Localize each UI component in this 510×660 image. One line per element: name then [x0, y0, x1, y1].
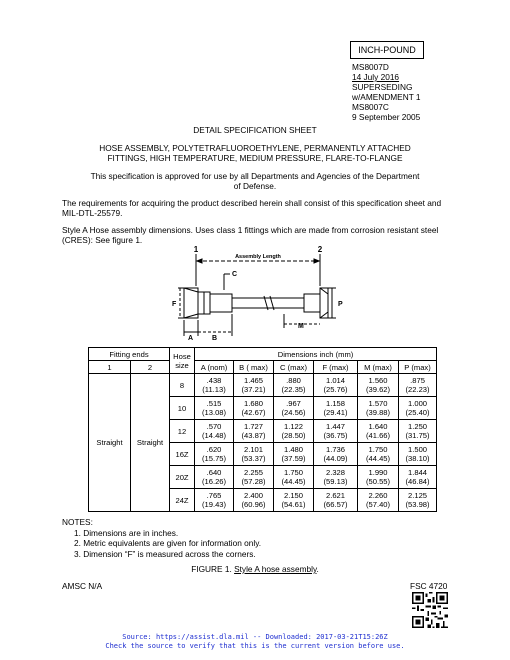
figure-caption-prefix: FIGURE 1.: [191, 564, 235, 574]
table-cell: .640 (16.26): [195, 466, 234, 489]
table-cell: 2.150 (54.61): [274, 489, 314, 512]
requirements-paragraph: The requirements for acquiring the product described herein shall consist of this specification sheet and MIL-DTL-25579.: [62, 198, 442, 218]
doc-date: 14 July 2016: [352, 72, 400, 82]
table-cell: .620 (15.75): [195, 443, 234, 466]
table-cell: 2.125 (53.98): [399, 489, 437, 512]
superseded-doc-number: MS8007C: [352, 102, 389, 112]
hose-size-cell: 24Z: [170, 489, 195, 512]
table-cell: 1.000 (25.40): [399, 397, 437, 420]
table-cell: 1.465 (37.21): [234, 374, 274, 397]
table-cell: 1.014 (25.76): [314, 374, 358, 397]
hose-assembly-figure: [160, 244, 360, 344]
fitting-end-2-header: 2: [131, 361, 170, 374]
inch-pound-label: INCH-POUND: [350, 41, 424, 59]
table-cell: 1.480 (37.59): [274, 443, 314, 466]
table-cell: 1.844 (46.84): [399, 466, 437, 489]
hose-size-cell: 20Z: [170, 466, 195, 489]
col-c-header: C (max): [274, 361, 314, 374]
table-cell: 1.736 (44.09): [314, 443, 358, 466]
table-cell: 1.750 (44.45): [274, 466, 314, 489]
dimensions-header: Dimensions inch (mm): [195, 348, 437, 361]
note-item: 3. Dimension “F” is measured across the corners.: [74, 548, 256, 559]
figure-caption-title: Style A hose assembly: [234, 564, 317, 574]
table-cell: 2.328 (59.13): [314, 466, 358, 489]
dim-a-label: A: [188, 335, 194, 342]
approval-line2: of Defense.: [233, 181, 277, 191]
table-cell: 2.101 (53.37): [234, 443, 274, 466]
col-p-header: P (max): [399, 361, 437, 374]
fitting-2-type: Straight: [131, 374, 170, 512]
table-cell: 2.260 (57.40): [358, 489, 399, 512]
note-item: 2. Metric equivalents are given for information only.: [74, 538, 262, 548]
superseded-doc-date: 9 September 2005: [352, 112, 421, 122]
table-cell: .438 (11.13): [195, 374, 234, 397]
qr-code: [412, 592, 448, 628]
end-1-label: 1: [193, 245, 199, 254]
doc-number: MS8007D: [352, 62, 389, 72]
source-line2: Check the source to verify that this is the current version before use.: [105, 642, 405, 650]
hose-size-cell: 10: [170, 397, 195, 420]
table-cell: 1.560 (39.62): [358, 374, 399, 397]
table-cell: 2.621 (66.57): [314, 489, 358, 512]
hose-size-cell: 8: [170, 374, 195, 397]
table-row: [89, 374, 437, 397]
amendment-label: w/AMENDMENT 1: [352, 92, 421, 102]
hose-size-cell: 16Z: [170, 443, 195, 466]
fitting-1-type: Straight: [89, 374, 131, 512]
figure-caption: [0, 564, 510, 574]
dim-p-label: P: [338, 301, 343, 308]
table-cell: 1.122 (28.50): [274, 420, 314, 443]
table-cell: 2.255 (57.28): [234, 466, 274, 489]
table-cell: .967 (24.56): [274, 397, 314, 420]
hose-size-cell: 12: [170, 420, 195, 443]
dimensions-table: [88, 347, 437, 512]
dim-f-label: F: [172, 301, 177, 308]
assembly-length-label: Assembly Length: [235, 254, 281, 260]
table-cell: 1.680 (42.67): [234, 397, 274, 420]
dim-b-label: B: [212, 335, 218, 342]
source-line1: Source: https://assist.dla.mil -- Downloaded: 2017-03-21T15:26Z: [122, 633, 388, 641]
fsc-label: FSC 4720: [410, 581, 448, 591]
table-cell: 1.500 (38.10): [399, 443, 437, 466]
col-m-header: M (max): [358, 361, 399, 374]
style-paragraph: Style A Hose assembly dimensions. Uses class 1 fittings which are made from corrosion resistant steel (CRES): See figure 1.: [62, 225, 439, 245]
fitting-end-1-header: 1: [89, 361, 131, 374]
spec-title-line2: FITTINGS, HIGH TEMPERATURE, MEDIUM PRESSURE, FLARE-TO-FLANGE: [107, 153, 403, 163]
figure-caption-suffix: .: [316, 564, 319, 574]
table-cell: 1.750 (44.45): [358, 443, 399, 466]
table-cell: 1.990 (50.55): [358, 466, 399, 489]
dim-m-label: M: [298, 323, 304, 330]
sheet-title: DETAIL SPECIFICATION SHEET: [193, 125, 317, 135]
table-cell: .515 (13.08): [195, 397, 234, 420]
table-cell: 1.727 (43.87): [234, 420, 274, 443]
table-cell: 1.570 (39.88): [358, 397, 399, 420]
col-a-header: A (nom): [195, 361, 234, 374]
approval-line1: This specification is approved for use by all Departments and Agencies of the Department: [90, 171, 420, 181]
table-cell: .570 (14.48): [195, 420, 234, 443]
table-cell: .765 (19.43): [195, 489, 234, 512]
table-cell: 1.447 (36.75): [314, 420, 358, 443]
table-cell: 1.250 (31.75): [399, 420, 437, 443]
superseding-label: SUPERSEDING: [352, 82, 413, 92]
notes-heading: NOTES:: [62, 517, 93, 527]
document-number-block: [352, 62, 421, 122]
table-cell: .875 (22.23): [399, 374, 437, 397]
table-cell: 1.640 (41.66): [358, 420, 399, 443]
amsc-label: AMSC N/A: [62, 581, 103, 591]
source-notice: [0, 633, 510, 651]
col-f-header: F (max): [314, 361, 358, 374]
spec-title-line1: HOSE ASSEMBLY, POLYTETRAFLUOROETHYLENE, PERMANENTLY ATTACHED: [99, 143, 411, 153]
notes-section: [62, 517, 261, 559]
dim-c-label: C: [232, 271, 238, 278]
note-item: 1. Dimensions are in inches.: [74, 527, 179, 538]
table-cell: 2.400 (60.96): [234, 489, 274, 512]
hose-size-header: Hose size: [170, 348, 195, 374]
end-2-label: 2: [317, 245, 323, 254]
fitting-ends-header: Fitting ends: [89, 348, 170, 361]
table-cell: .880 (22.35): [274, 374, 314, 397]
col-b-header: B ( max): [234, 361, 274, 374]
table-cell: 1.158 (29.41): [314, 397, 358, 420]
